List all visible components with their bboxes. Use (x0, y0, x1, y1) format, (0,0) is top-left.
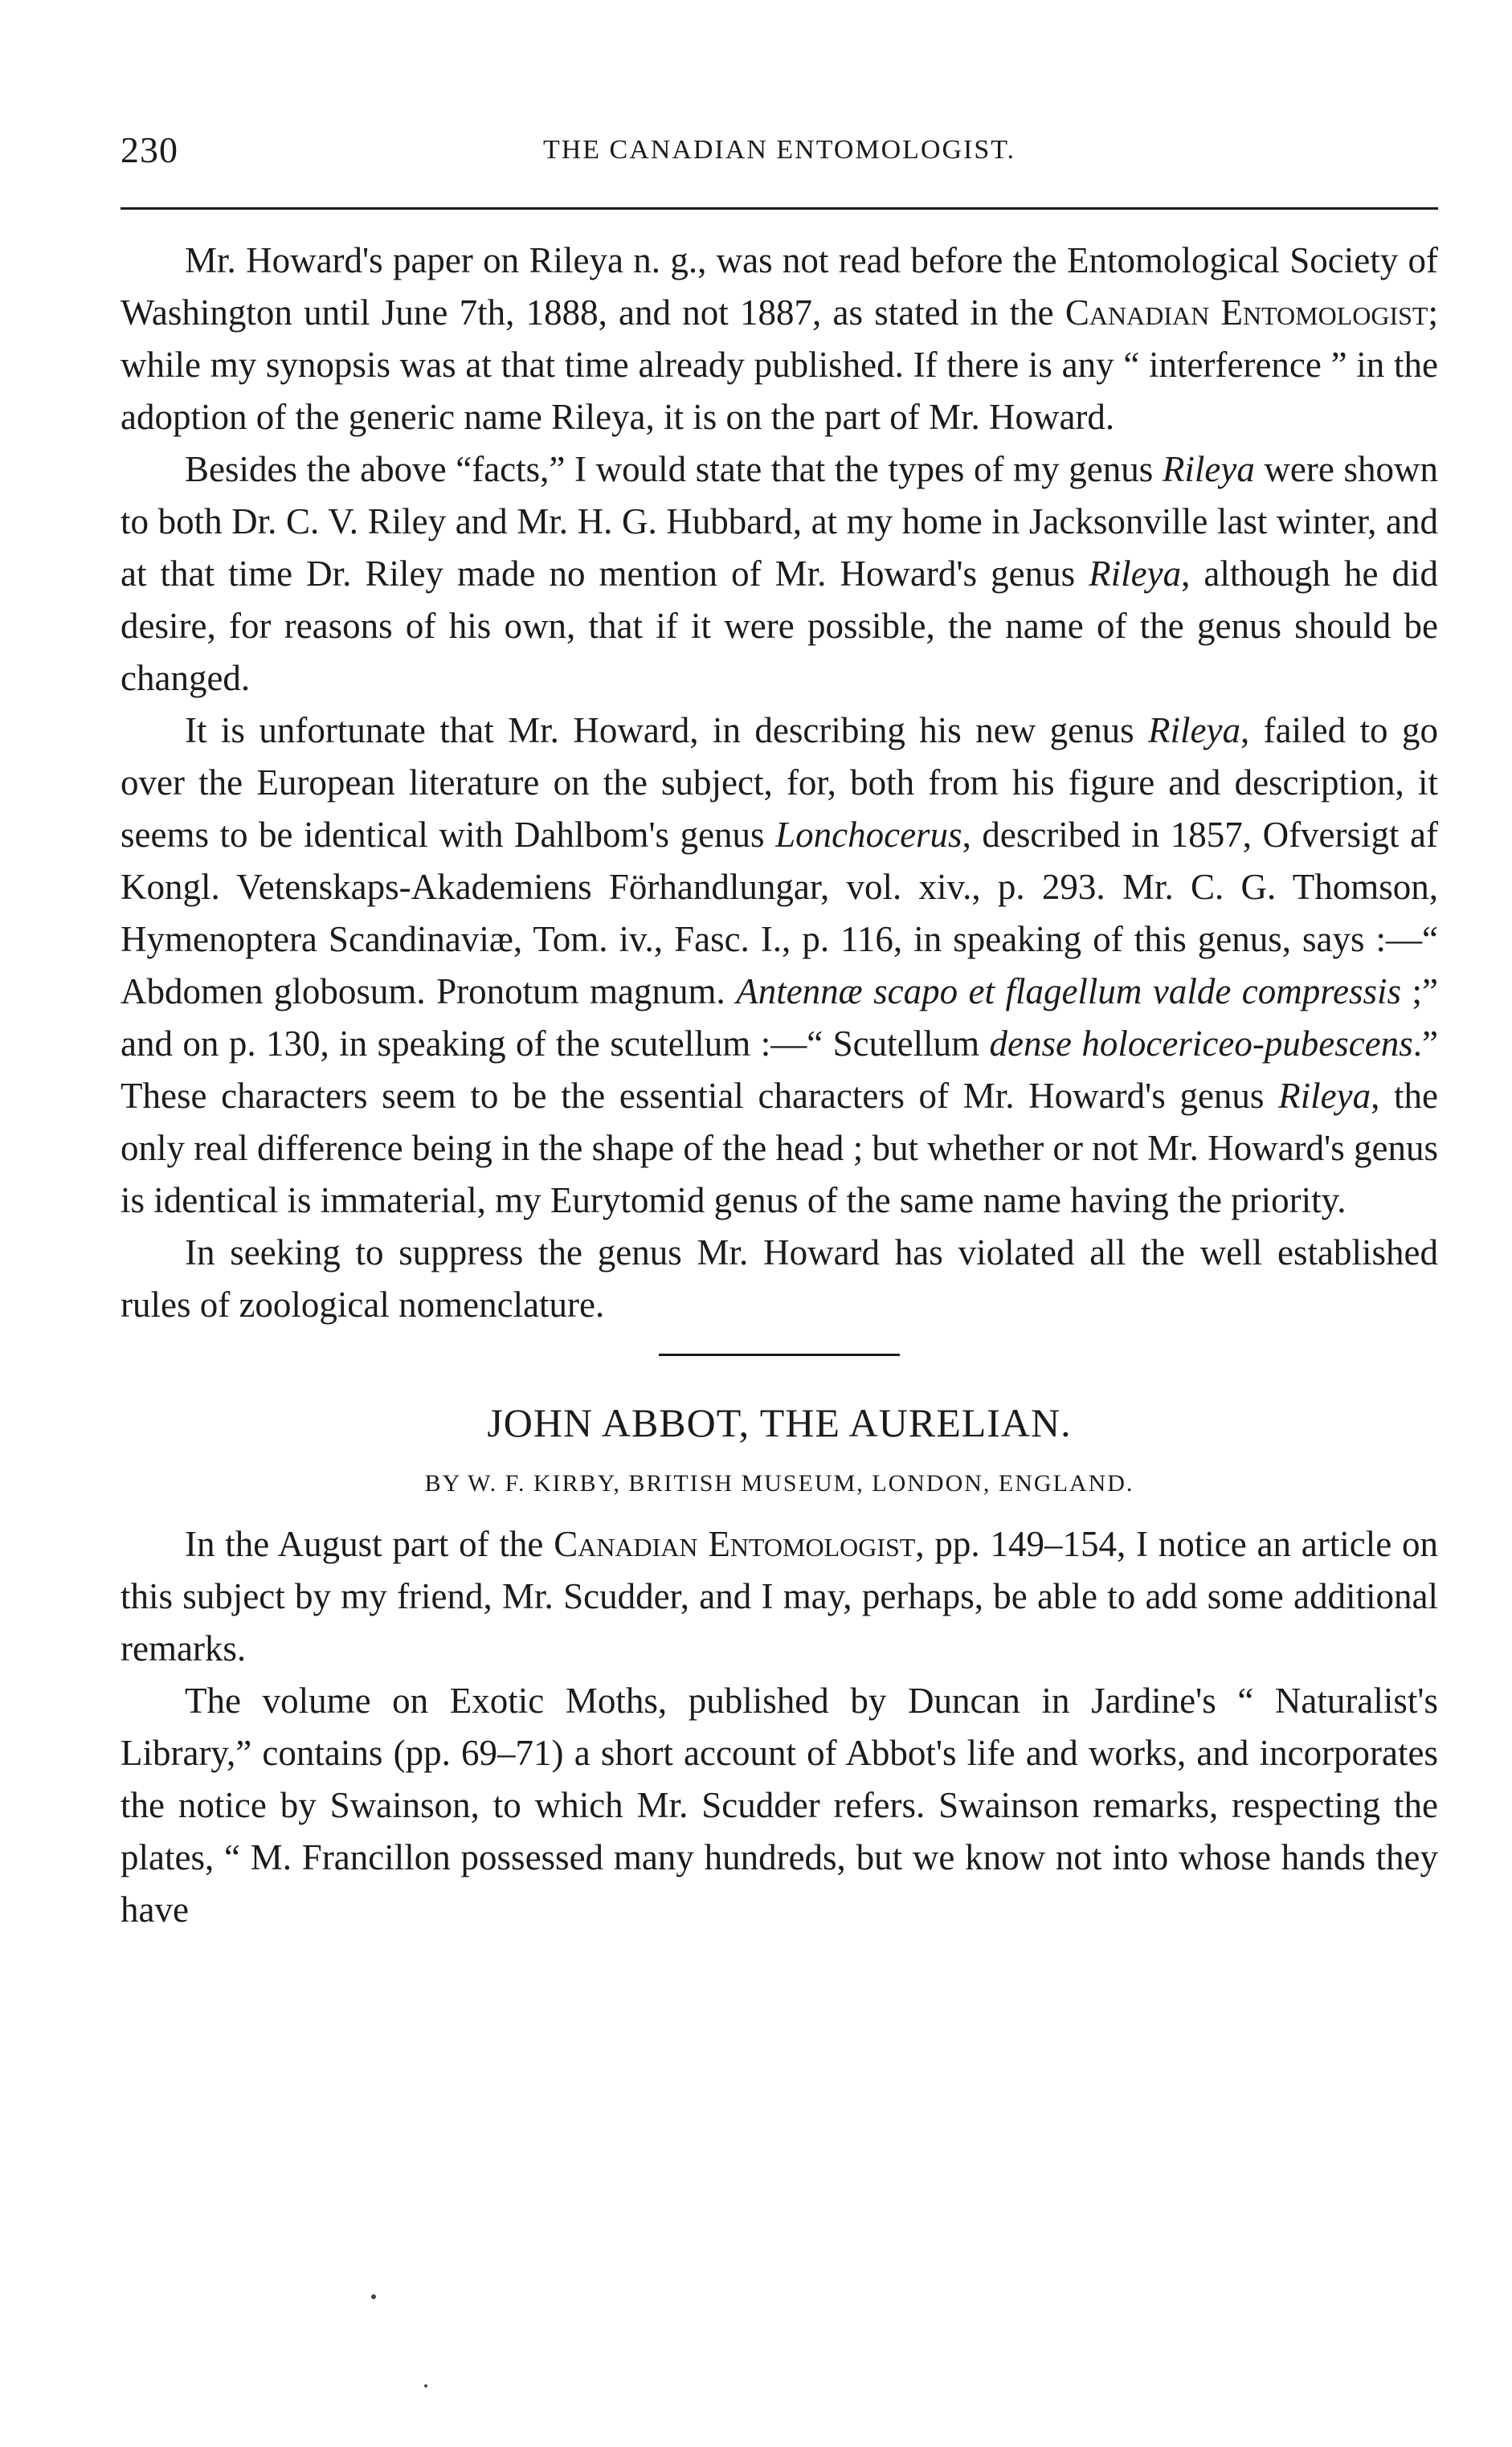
paragraph-3-text: , described in 1857, Ofversigt af Kongl. Vetenskaps-Akademiens Förhandlungar, vol. xiv., p. 293. Mr. C. G. Thomson, Hymenoptera Scandinaviæ, Tom. iv., Fasc. I., p. 116, in speaking of this genus, says :—“ Abdomen globosum. Pronotum magnum. (121, 815, 1439, 1011)
body-text (121, 235, 1438, 1936)
page-number: 230 (121, 129, 178, 170)
paragraph-2 (121, 443, 1438, 705)
journal-name: Canadian Entomologist (554, 1524, 916, 1564)
paragraph-3-text: It is unfortunate that Mr. Howard, in describing his new genus (185, 710, 1149, 750)
genus-name: Lonchocerus (775, 815, 962, 855)
article-title: JOHN ABBOT, THE AURELIAN. (487, 1400, 1072, 1445)
page-header (121, 129, 1438, 177)
journal-name: Canadian Entomologist (1065, 292, 1428, 333)
paragraph-4-text: In seeking to suppress the genus Mr. Howard has violated all the well established rules of zoological nomenclature. (121, 1232, 1438, 1325)
genus-name: Rileya (1162, 449, 1255, 489)
genus-name: Rileya (1278, 1076, 1371, 1116)
paragraph-3-text: , failed to go over the European literature on the subject, for, both from his figure and description, it seems to be identical with Dahlbom's genus (121, 710, 1438, 855)
running-head: THE CANADIAN ENTOMOLOGIST. (542, 135, 1016, 165)
latin-quote: Antennæ scapo et flagellum valde compressis (736, 971, 1402, 1011)
paragraph-3-text: ;” and on p. 130, in speaking of the scutellum :—“ Scutellum (121, 971, 1438, 1064)
article-paragraph-1-text: In the August part of the (185, 1524, 554, 1564)
article-byline: BY W. F. KIRBY, BRITISH MUSEUM, LONDON, ENGLAND. (424, 1470, 1134, 1497)
article-paragraph-1-text: , pp. 149–154, I notice an article on this subject by my friend, Mr. Scudder, and I may, perhaps, be able to add some additional remarks. (121, 1524, 1438, 1669)
paragraph-1-text: Mr. Howard's paper on Rileya n. g., was not read before the Entomological Society of Washington until June 7th, 1888, and not 1887, as stated in the (121, 240, 1438, 333)
print-speck (371, 2294, 376, 2299)
header-rule (121, 207, 1438, 210)
print-speck (424, 2384, 427, 2388)
paragraph-3-text: , the only real difference being in the shape of the head ; but whether or not Mr. Howard's genus is identical is immaterial, my Eurytomid genus of the same name having the priority. (121, 1076, 1438, 1220)
genus-name: Rileya (1089, 554, 1182, 594)
article-paragraph-2 (121, 1675, 1438, 1936)
genus-name: Rileya (1148, 710, 1240, 750)
paragraph-3-text: .” These characters seem to be the essential characters of Mr. Howard's genus (121, 1023, 1438, 1116)
paragraph-4 (121, 1227, 1438, 1331)
section-divider (659, 1354, 900, 1356)
paragraph-1-text: ; while my synopsis was at that time already published. If there is any “ interference ” in the adoption of the generic name Rileya, it is on the part of Mr. Howard. (121, 292, 1438, 437)
paragraph-3 (121, 705, 1438, 1227)
paragraph-2-text: , although he did desire, for reasons of his own, that if it were possible, the name of the genus should be changed. (121, 554, 1438, 698)
latin-quote: dense holocericeo-pubescens (989, 1023, 1413, 1064)
paragraph-2-text: were shown to both Dr. C. V. Riley and Mr. H. G. Hubbard, at my home in Jacksonville last winter, and at that time Dr. Riley made no mention of Mr. Howard's genus (121, 449, 1438, 594)
paragraph-1 (121, 235, 1438, 443)
paragraph-2-text: Besides the above “facts,” I would state that the types of my genus (185, 449, 1163, 489)
article-paragraph-2-text: The volume on Exotic Moths, published by Duncan in Jardine's “ Naturalist's Library,” contains (pp. 69–71) a short account of Abbot's life and works, and incorporates the notice by Swainson, to which Mr. Scudder refers. Swainson remarks, respecting the plates, “ M. Francillon possessed many hundreds, but we know not into whose hands they have (121, 1681, 1438, 1930)
article-paragraph-1 (121, 1518, 1438, 1675)
